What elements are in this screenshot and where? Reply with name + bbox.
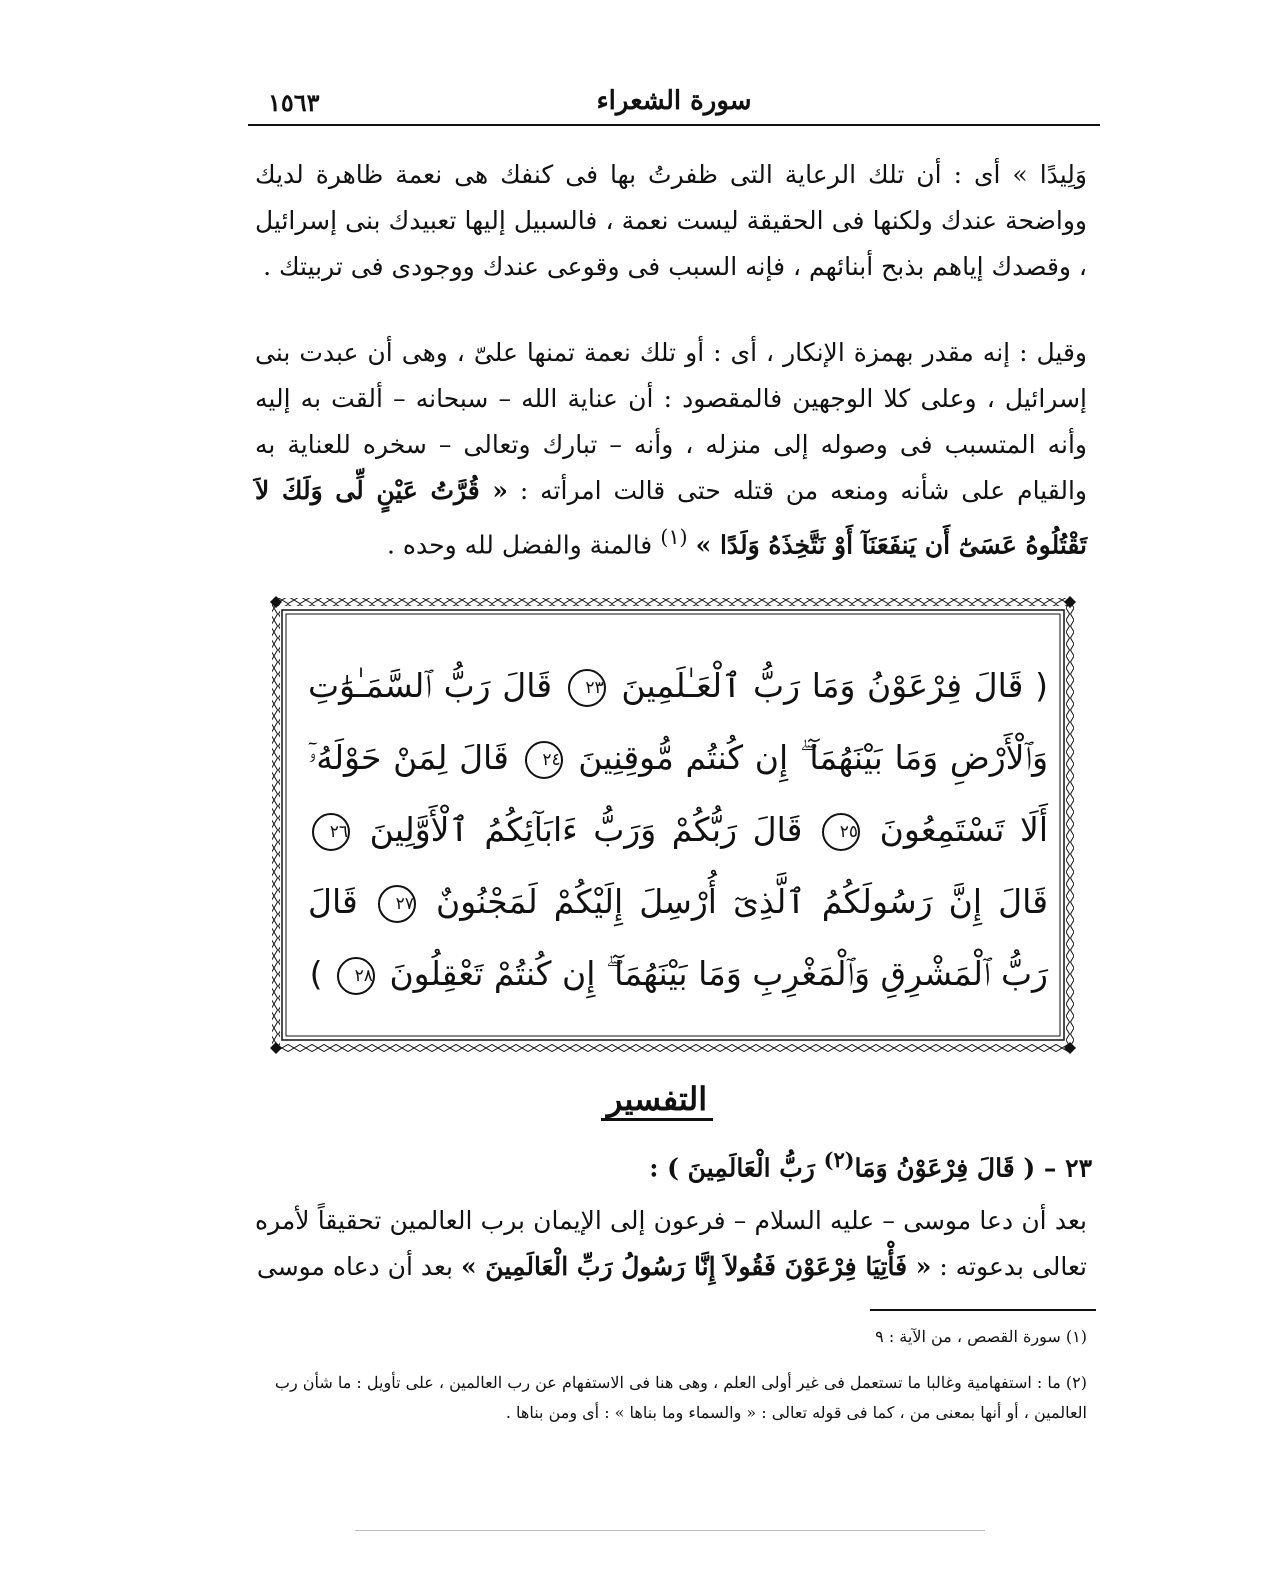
- verse-26: قَالَ رَبُّكُمْ وَرَبُّ ءَابَآئِكُمُ ٱلْأَوَّلِينَ: [369, 810, 803, 849]
- paragraph-2-closing: فالمنة والفضل لله وحده .: [387, 530, 653, 560]
- surah-title: سورة الشعراء: [596, 86, 752, 116]
- footnote-1: (١) سورة القصص ، من الآية : ٩: [875, 1327, 1087, 1346]
- footnote-rule: [870, 1309, 1096, 1311]
- paragraph-3-text: بعد أن دعا موسى – عليه السلام – فرعون إلى الإيمان برب العالمين تحقيقاً لأمره تعالى بدعوته :: [255, 1206, 1087, 1281]
- verse-27: قَالَ إِنَّ رَسُولَكُمُ ٱلَّذِىٓ أُرْسِلَ إِلَيْكُمْ لَمَجْنُونٌ: [436, 882, 1048, 921]
- section-title-text: التفسير: [601, 1080, 713, 1121]
- paragraph-2: [255, 330, 1087, 568]
- verse-heading-colon: :: [649, 1153, 659, 1183]
- page-number: ١٥٦٣: [268, 88, 320, 117]
- quran-quote-2: « فَأْتِيَا فِرْعَوْنَ فَقُولاَ إِنَّا رَسُولُ رَبِّ الْعَالَمِينَ »: [460, 1252, 932, 1281]
- quran-verses: [308, 650, 1048, 1010]
- section-title: [0, 1080, 1274, 1118]
- verse-open-bracket: (: [1035, 666, 1048, 705]
- verse-24: قَالَ رَبُّ ٱلسَّمَـٰوَٰتِ وَٱلْأَرْضِ وَمَا بَيْنَهُمَآ ۖ إِن كُنتُم مُّوقِنِينَ: [308, 666, 1048, 777]
- paragraph-3: [255, 1198, 1087, 1290]
- paragraph-1: وَلِيدًا » أى : أن تلك الرعاية التى ظفرتُ بها فى كنفك هى نعمة ظاهرة لديك وواضحة عندك ولكنها فى الحقيقة ليست نعمة ، فالسبيل إليها تعبيدك بنى إسرائيل ، وقصدك إياهم بذبح أبنائهم ، فإنه السبب فى وقوعى عندك ووجودى فى تربيتك .: [255, 160, 1087, 281]
- verse-25: قَالَ لِمَنْ حَوْلَهُۥٓ أَلَا تَسْتَمِعُونَ: [308, 738, 1048, 849]
- page-header: [248, 78, 1100, 126]
- verse-23: قَالَ فِرْعَوْنُ وَمَا رَبُّ ٱلْعَـٰلَمِينَ: [621, 666, 1024, 705]
- verse-close-bracket: ): [309, 954, 323, 993]
- verse-number-23: ٢٣: [568, 669, 606, 707]
- footnote-ref-1[interactable]: (١): [660, 525, 688, 549]
- verse-heading-text-end: رَبُّ الْعَالَمِينَ ): [667, 1153, 815, 1183]
- verse-number-27: ٢٧: [378, 885, 416, 923]
- paragraph-3-continuation: بعد أن دعاه موسى: [256, 1252, 454, 1281]
- scan-edge-line: [355, 1530, 985, 1531]
- quran-quote: « قُرَّتُ عَيْنٍ لِّى وَلَكَ لاَ تَقْتُلُوهُ عَسَىٰٓ أَن يَنفَعَنَآ أَوْ نَتَّخِذَهُ وَلَدًا »: [255, 476, 1087, 560]
- verse-number-24: ٢٤: [525, 741, 563, 779]
- paragraph-2-text: وقيل : إنه مقدر بهمزة الإنكار ، أى : أو تلك نعمة تمنها علىّ ، وهى أن عبدت بنى إسرائيل ، وعلى كلا الوجهين فالمقصود : أن عناية الله – سبحانه – ألقت به إليه وأنه المتسبب فى وصوله إلى منزله ، وأنه – تبارك وتعالى – سخره للعناية به والقيام على شأنه ومنعه من قتله حتى قالت امرأته :: [255, 338, 1088, 505]
- footnote-ref-2[interactable]: (٢): [823, 1147, 855, 1172]
- header-rule: [248, 124, 1100, 126]
- verse-heading-number: ٢٣ –: [1043, 1153, 1092, 1183]
- footnote-2: (٢) ما : استفهامية وغالبا ما تستعمل فى غير أولى العلم ، وهى هنا فى الاستفهام عن رب العالمين ، على تأويل : ما شأن رب العالمين ، أو أنها بمعنى من ، كما فى قوله تعالى : « والسماء وما بناها » : أى ومن بناها .: [274, 1373, 1087, 1422]
- verse-28: قَالَ رَبُّ ٱلْمَشْرِقِ وَٱلْمَغْرِبِ وَمَا بَيْنَهُمَآ ۖ إِن كُنتُمْ تَعْقِلُونَ: [308, 882, 1048, 993]
- verse-heading-text: ( قَالَ فِرْعَوْنُ وَمَا: [854, 1153, 1036, 1183]
- verse-number-26: ٢٦: [312, 813, 350, 851]
- verse-heading: [600, 1140, 1092, 1188]
- verse-number-28: ٢٨: [337, 957, 375, 995]
- verse-number-25: ٢٥: [822, 813, 860, 851]
